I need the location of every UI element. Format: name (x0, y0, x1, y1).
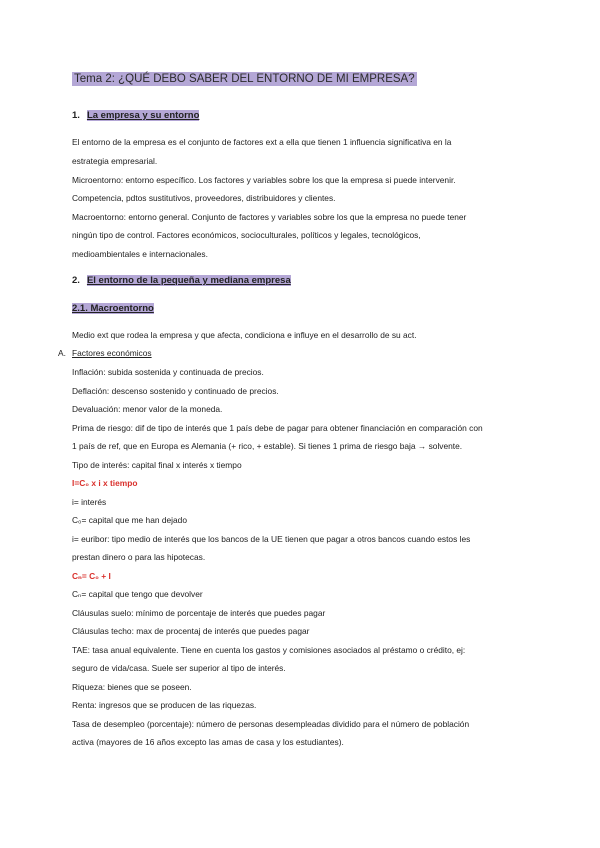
text-line: Medio ext que rodea la empresa y que afecta, condiciona e influye en el desarrollo de su act. (72, 330, 417, 340)
text-line: Renta: ingresos que se producen de las riquezas. (72, 700, 257, 710)
page-title: Tema 2: ¿QUÉ DEBO SABER DEL ENTORNO DE MI EMPRESA? (74, 73, 415, 85)
text-line: i= euribor: tipo medio de interés que los bancos de la UE tienen que pagar a otros bancos cuando estos les (72, 534, 471, 544)
text-line: Cₙ= capital que tengo que devolver (72, 589, 203, 599)
section-number: 2. (72, 275, 80, 286)
formula-line: I=C₀ x i x tiempo (72, 478, 138, 488)
section-number: 1. (72, 110, 80, 121)
list-marker: A. (58, 348, 66, 358)
text-line: 1 país de ref, que en Europa es Alemania (+ rico, + estable). Si tienes 1 prima de riesgo baja → solvente. (72, 441, 463, 451)
text-line: medioambientales e internacionales. (72, 249, 208, 259)
text-line: i= interés (72, 497, 107, 507)
text-line: estrategia empresarial. (72, 156, 158, 166)
text-line: Inflación: subida sostenida y continuada de precios. (72, 367, 264, 377)
section-label: La empresa y su entorno (86, 110, 200, 121)
text-line: Cláusulas suelo: mínimo de porcentaje de interés que puedes pagar (72, 608, 326, 618)
text-line: El entorno de la empresa es el conjunto de factores ext a ella que tienen 1 influencia significativa en la (72, 137, 452, 147)
text-line: TAE: tasa anual equivalente. Tiene en cuenta los gastos y comisiones asociados al préstamo o crédito, ej: (72, 645, 466, 655)
subsection-heading (72, 303, 154, 314)
text-line: C₀= capital que me han dejado (72, 515, 187, 525)
subsection-label: 2.1. Macroentorno (72, 303, 154, 314)
section-label: El entorno de la pequeña y mediana empresa (86, 275, 291, 286)
text-line: Macroentorno: entorno general. Conjunto de factores y variables sobre los que la empresa no puede tener (72, 212, 467, 222)
text-line: seguro de vida/casa. Suele ser superior al tipo de interés. (72, 663, 286, 673)
text-line: Deflación: descenso sostenido y continuado de precios. (72, 386, 279, 396)
text-line: Prima de riesgo: dif de tipo de interés que 1 país debe de pagar para obtener financiación en comparación con (72, 423, 483, 433)
text-line: Microentorno: entorno específico. Los factores y variables sobre los que la empresa si puede intervenir. (72, 175, 456, 185)
list-heading: Factores económicos (72, 348, 152, 358)
text-line: Tipo de interés: capital final x interés x tiempo (72, 460, 242, 470)
text-line: Competencia, pdtos sustitutivos, proveedores, distribuidores y clientes. (72, 193, 336, 203)
text-line: Tasa de desempleo (porcentaje): número de personas desempleadas dividido para el número de población (72, 719, 470, 729)
section-heading-2 (72, 275, 291, 286)
text-line: Cláusulas techo: max de procentaj de interés que puedes pagar (72, 626, 310, 636)
formula-line: Cₙ= C₀ + I (72, 571, 111, 581)
text-line: activa (mayores de 16 años excepto las amas de casa y los estudiantes). (72, 737, 344, 747)
text-line: prestan dinero o para las hipotecas. (72, 552, 206, 562)
text-line: Devaluación: menor valor de la moneda. (72, 404, 223, 414)
text-line: ningún tipo de control. Factores económicos, socioculturales, políticos y legales, tecnológicos, (72, 230, 421, 240)
text-line: Riqueza: bienes que se poseen. (72, 682, 192, 692)
section-heading-1 (72, 110, 199, 121)
